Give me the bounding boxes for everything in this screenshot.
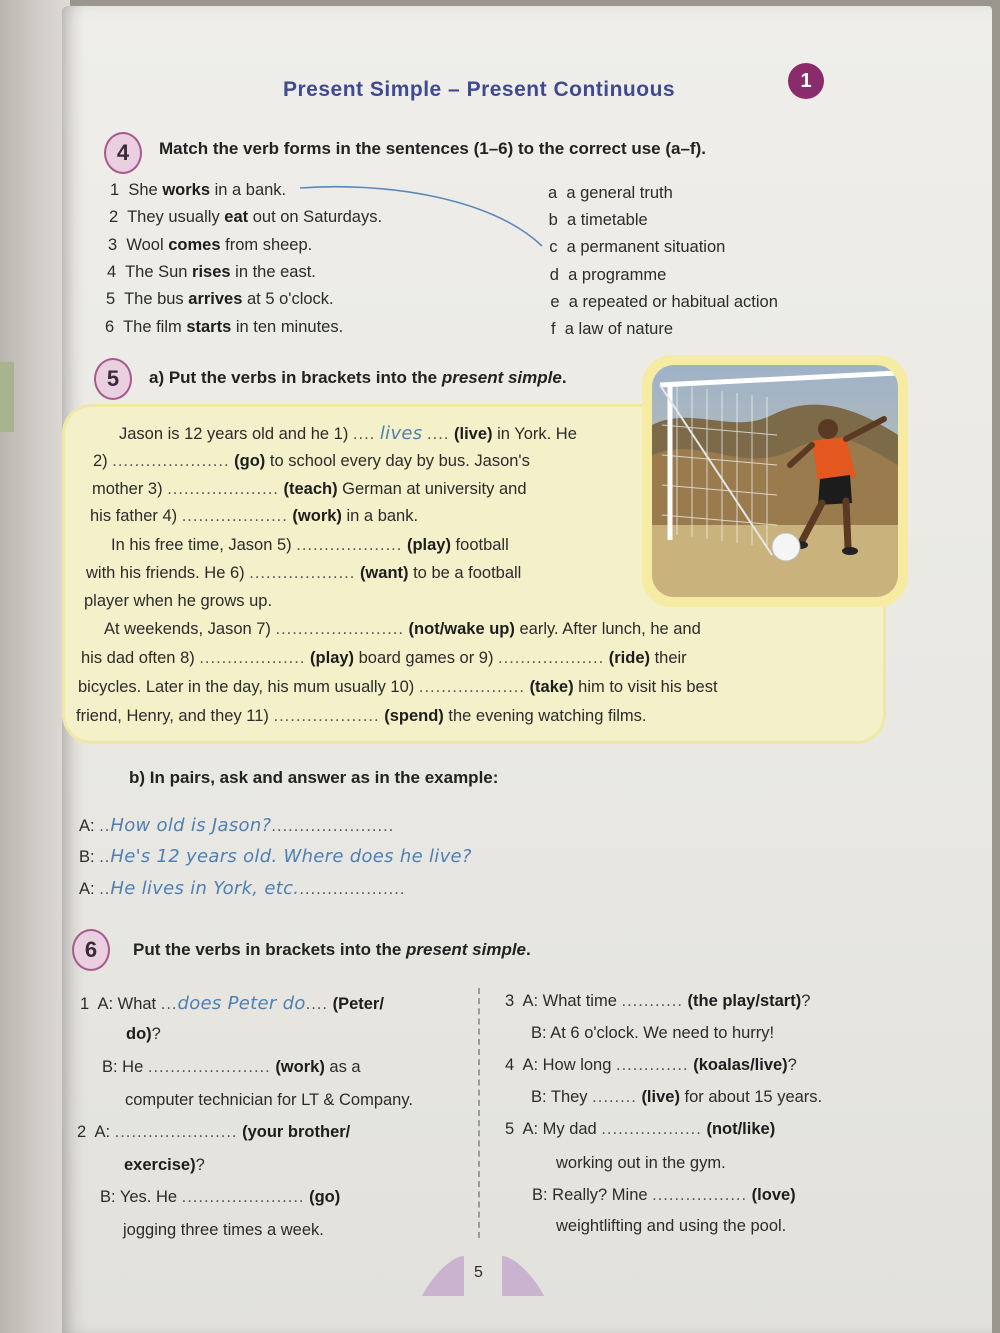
text-line-10: bicycles. Later in the day, his mum usually 10) ................... (take) him to visit his best xyxy=(78,678,718,696)
q1-a: 1 A: What ...does Peter do.... (Peter/ xyxy=(80,993,384,1014)
dialogue-line-3: A: ..He lives in York, etc.................... xyxy=(79,878,406,899)
sentence-2: 2 They usually eat out on Saturdays. xyxy=(109,208,383,227)
exercise-4-instruction: Match the verb forms in the sentences (1–6) to the correct use (a–f). xyxy=(159,139,706,158)
text-line-11: friend, Henry, and they 11) ................... (spend) the evening watching films. xyxy=(76,707,647,725)
sentence-1: 1 She works in a bank. xyxy=(110,181,287,199)
text-line-6: with his friends. He 6) ................... (want) to be a football xyxy=(86,564,522,582)
q3-a: 3 A: What time ........... (the play/start)? xyxy=(505,992,811,1010)
text-line-7: player when he grows up. xyxy=(84,592,273,610)
use-d: d a programme xyxy=(549,265,667,284)
text-line-9: his dad often 8) ................... (play) board games or 9) ................... (ride) their xyxy=(81,649,687,667)
sentence-3: 3 Wool comes from sheep. xyxy=(108,235,313,254)
dialogue-line-1: A: ..How old is Jason?...................... xyxy=(79,815,395,836)
football-player-photo xyxy=(652,365,898,597)
use-e: e a repeated or habitual action xyxy=(550,292,778,311)
exercise-5b-instruction: b) In pairs, ask and answer as in the example: xyxy=(129,768,499,787)
q5-a: 5 A: My dad .................. (not/like) xyxy=(505,1120,776,1138)
exercise-4-badge: 4 xyxy=(104,132,142,174)
use-b: b a timetable xyxy=(548,211,648,230)
q3-b: B: At 6 o'clock. We need to hurry! xyxy=(531,1024,775,1042)
text-line-3: mother 3) .................... (teach) German at university and xyxy=(92,480,527,498)
column-divider xyxy=(478,988,480,1238)
text-line-4: his father 4) ................... (work) in a bank. xyxy=(90,507,419,525)
spine-tab xyxy=(0,362,14,432)
page-number: 5 xyxy=(474,1264,483,1281)
exercise-5a-instruction: a) Put the verbs in brackets into the present simple. xyxy=(149,368,567,387)
q2-b: B: Yes. He ...................... (go) xyxy=(100,1188,341,1206)
sentence-4: 4 The Sun rises in the east. xyxy=(107,262,316,281)
exercise-6-badge: 6 xyxy=(72,929,110,971)
answer-1: lives xyxy=(379,423,423,444)
book-spine xyxy=(0,0,70,1333)
text-line-2: 2) ..................... (go) to school every day by bus. Jason's xyxy=(93,452,530,470)
match-line-drawing xyxy=(290,176,550,256)
q5-b: B: Really? Mine ................. (love) xyxy=(532,1186,796,1204)
q5-b-cont: weightlifting and using the pool. xyxy=(556,1217,787,1235)
q4-a: 4 A: How long ............. (koalas/live)? xyxy=(505,1056,797,1074)
q1-a-cont: do)? xyxy=(126,1025,161,1043)
page-title: Present Simple – Present Continuous xyxy=(283,78,676,101)
text-line-5: In his free time, Jason 5) ................... (play) football xyxy=(111,536,509,554)
q5-a-cont: working out in the gym. xyxy=(556,1154,726,1172)
dialogue-line-2: B: ..He's 12 years old. Where does he live? xyxy=(79,846,472,867)
sentence-6: 6 The film starts in ten minutes. xyxy=(105,317,344,336)
q4-b: B: They ........ (live) for about 15 years. xyxy=(531,1088,823,1106)
text-line-1: Jason is 12 years old and he 1) .... lives .... (live) in York. He xyxy=(119,423,577,444)
q1-b: B: He ...................... (work) as a xyxy=(102,1058,361,1076)
q2-b-cont: jogging three times a week. xyxy=(123,1221,324,1239)
use-a: a a general truth xyxy=(548,184,673,202)
sentence-5: 5 The bus arrives at 5 o'clock. xyxy=(106,290,334,309)
q2-a-cont: exercise)? xyxy=(124,1156,205,1174)
page-number-tab xyxy=(422,1256,544,1296)
use-f: f a law of nature xyxy=(551,320,673,338)
q2-a: 2 A: ...................... (your brother/ xyxy=(77,1123,351,1141)
text-line-8: At weekends, Jason 7) ....................... (not/wake up) early. After lunch, he and xyxy=(104,620,701,638)
exercise-5-badge: 5 xyxy=(94,358,132,400)
exercise-6-instruction: Put the verbs in brackets into the present simple. xyxy=(133,940,531,959)
unit-badge: 1 xyxy=(788,63,824,99)
use-c: c a permanent situation xyxy=(549,238,726,257)
q1-b-cont: computer technician for LT & Company. xyxy=(125,1091,413,1109)
